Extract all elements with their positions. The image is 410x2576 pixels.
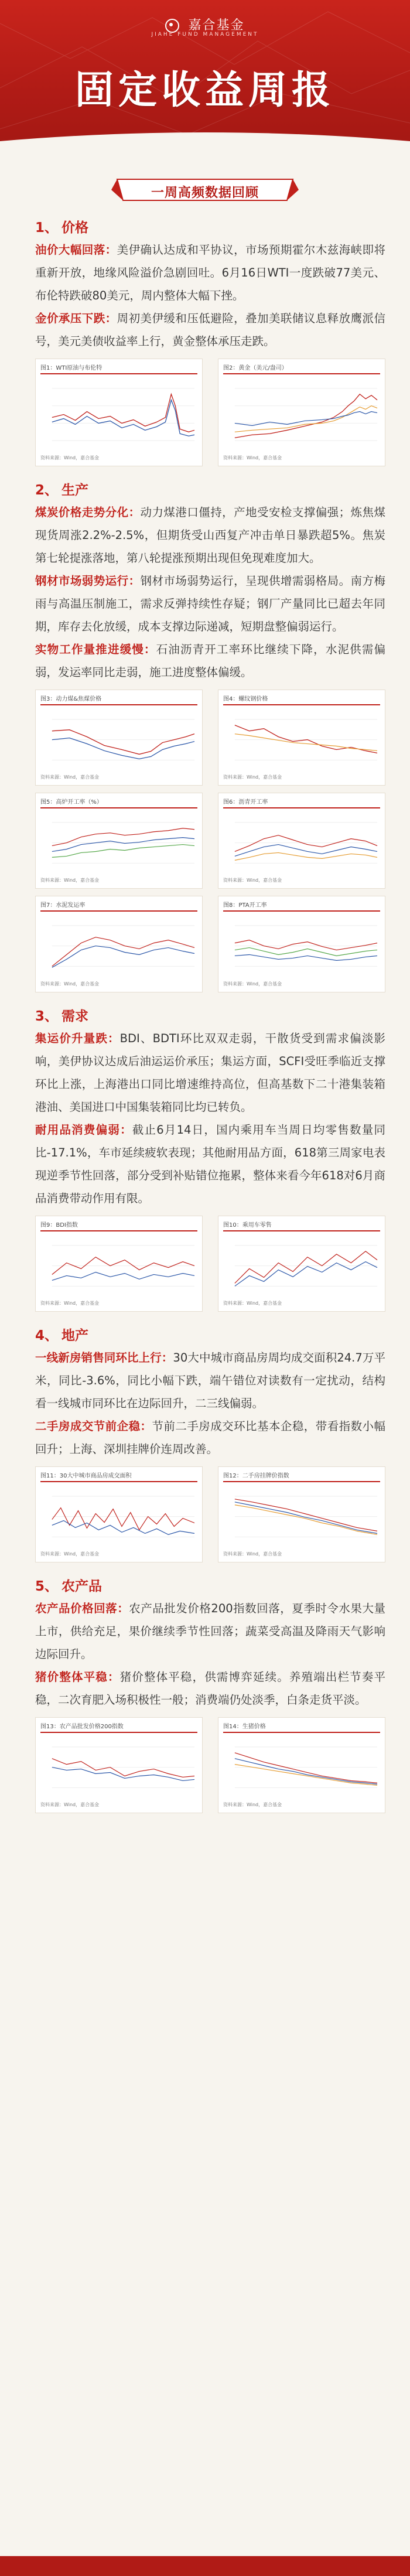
para-text: 猪价整体平稳，供需博弈延续。养殖端出栏节奏平稳，二次育肥入场积极性一般；消费端仍处淡季，白条走货平淡。 (35, 1670, 385, 1707)
report-content (0, 211, 410, 1820)
para-key: 耐用品消费偏弱： (35, 1122, 132, 1137)
chart-source: 资料来源：Wind，嘉合基金 (40, 774, 100, 780)
chart-source: 资料来源：Wind，嘉合基金 (223, 981, 282, 987)
brand-name-en: JIAHE FUND MANAGEMENT (151, 32, 259, 37)
section-title: 地产 (62, 1328, 89, 1343)
section-title: 需求 (62, 1008, 89, 1024)
para-agri-price (35, 1597, 385, 1666)
chart-source: 资料来源：Wind，嘉合基金 (40, 455, 100, 461)
chart-row (35, 1466, 385, 1562)
chart-title: 图11：30大中城市商品房成交面积 (40, 1470, 197, 1482)
chart-card-cement (35, 896, 203, 992)
section-title: 价格 (62, 220, 89, 236)
chart-blast (40, 811, 197, 875)
para-text: 钢材市场弱势运行，呈现供增需弱格局。南方梅雨与高温压制施工，需求反弹持续性存疑；钢厂产量同比已超去年同期，库存去化放缓，成本支撑边际递减，短期盘整偏弱运行。 (35, 574, 385, 634)
para-text: 动力煤港口僵持，产地受安检支撑偏强；炼焦煤现货周涨2.2%-2.5%，但期货受山西复产冲击单日暴跌超5%。焦炭第七轮提涨落地，第八轮提涨预期出现但免现难度加大。 (35, 506, 385, 565)
chart-source: 资料来源：Wind，嘉合基金 (223, 455, 282, 461)
para-oil (35, 238, 385, 307)
chart-bdi (40, 1234, 197, 1298)
chart-gold (223, 377, 380, 452)
para-agri-pork (35, 1666, 385, 1711)
chart-source: 资料来源：Wind，嘉合基金 (40, 1551, 100, 1557)
chart-title: 图3：动力煤&焦煤价格 (40, 694, 197, 705)
chart-source: 资料来源：Wind，嘉合基金 (40, 1802, 100, 1808)
para-estate-new (35, 1346, 385, 1415)
para-industry (35, 638, 385, 684)
chart-estate (40, 1485, 197, 1548)
chart-cars (223, 1234, 380, 1298)
para-gold (35, 307, 385, 353)
chart-title: 图14：生猪价格 (223, 1721, 380, 1733)
section-heading-price (0, 211, 410, 238)
chart-card-pork (218, 1717, 385, 1813)
chart-title: 图13：农产品批发价格200指数 (40, 1721, 197, 1733)
para-key: 实物工作量推进缓慢： (35, 643, 156, 657)
chart-row (35, 1717, 385, 1813)
section-heading-demand (0, 999, 410, 1027)
hero-curve (0, 129, 410, 152)
chart-card-cars (218, 1216, 385, 1312)
chart-card-blast (35, 793, 203, 889)
para-key: 农产品价格回落： (35, 1601, 129, 1615)
section-number: 2、 (35, 483, 59, 499)
chart-card-gold (218, 359, 385, 466)
para-coal (35, 501, 385, 569)
chart-row (35, 359, 385, 466)
section-number: 3、 (35, 1008, 59, 1024)
chart-source: 资料来源：Wind，嘉合基金 (40, 878, 100, 883)
para-key: 钢材市场弱势运行： (35, 574, 141, 588)
chart-oil (40, 377, 197, 452)
footer-band (0, 2556, 410, 2576)
para-text: 周初美伊缓和压低避险，叠加美联储议息释放鹰派信号，美元美债收益率上行，黄金整体承压走跌。 (35, 312, 385, 348)
chart-row (35, 896, 385, 992)
chart-source: 资料来源：Wind，嘉合基金 (223, 878, 282, 883)
brand-mark-icon (165, 19, 179, 33)
chart-card-listing (218, 1466, 385, 1562)
chart-source: 资料来源：Wind，嘉合基金 (223, 774, 282, 780)
para-key: 猪价整体平稳： (35, 1670, 120, 1684)
chart-title: 图6：沥青开工率 (223, 797, 380, 808)
chart-card-asphalt (218, 793, 385, 889)
hero-banner (0, 0, 410, 152)
chart-agri (40, 1735, 197, 1799)
chart-card-agri (35, 1717, 203, 1813)
chart-title: 图12：二手房挂牌价指数 (223, 1470, 380, 1482)
chart-card-oil (35, 359, 203, 466)
section-heading-production (0, 473, 410, 501)
section-number: 4、 (35, 1328, 59, 1343)
para-key: 金价承压下跌： (35, 312, 117, 325)
chart-title: 图5：高炉开工率（%） (40, 797, 197, 808)
para-text: 节前二手房成交环比基本企稳，带看指数小幅回升；上海、深圳挂牌价连周改善。 (35, 1419, 385, 1456)
para-key: 集运价升量跌： (35, 1031, 120, 1045)
chart-source: 资料来源：Wind，嘉合基金 (40, 981, 100, 987)
chart-pta (223, 914, 380, 978)
chart-card-rebar (218, 690, 385, 786)
para-consume (35, 1118, 385, 1210)
brand-logo (0, 15, 410, 33)
chart-row (35, 793, 385, 889)
chart-row (35, 690, 385, 786)
section-title: 生产 (62, 483, 89, 499)
page-title: 固定收益周报 (75, 67, 335, 112)
section-heading-agri (0, 1570, 410, 1597)
banner-label: 一周高频数据回顾 (151, 186, 259, 200)
chart-source: 资料来源：Wind，嘉合基金 (40, 1300, 100, 1306)
para-text: BDI、BDTI环比双双走弱，干散货受到需求偏淡影响，美伊协议达成后油运运价承压；集运方面，SCFI受旺季临近支撑环比上涨，上海港出口同比增速维持高位，但高基数下二十港集装箱港油、美国进口中国集装箱同比均已转负。 (35, 1031, 385, 1114)
chart-source: 资料来源：Wind，嘉合基金 (223, 1551, 282, 1557)
para-key: 一线新房销售同环比上行： (35, 1350, 173, 1364)
chart-title: 图9：BDI指数 (40, 1220, 197, 1231)
chart-title: 图10：乘用车零售 (223, 1220, 380, 1231)
para-estate-second (35, 1415, 385, 1461)
chart-title: 图8：PTA开工率 (223, 900, 380, 912)
para-shipping (35, 1027, 385, 1118)
para-steel (35, 569, 385, 638)
chart-source: 资料来源：Wind，嘉合基金 (223, 1300, 282, 1306)
section-heading-estate (0, 1319, 410, 1346)
chart-card-estate (35, 1466, 203, 1562)
chart-title: 图7：水泥发运率 (40, 900, 197, 912)
para-text: 农产品批发价格200指数回落，夏季时令水果大量上市，供给充足，果价继续季节性回落；蔬菜受高温及降雨天气影响边际回升。 (35, 1601, 385, 1661)
brand-name: 嘉合基金 (188, 18, 245, 33)
para-key: 煤炭价格走势分化： (35, 506, 141, 520)
chart-title: 图4：螺纹钢价格 (223, 694, 380, 705)
chart-coal (40, 708, 197, 772)
section-number: 5、 (35, 1578, 59, 1594)
para-key: 油价大幅回落： (35, 243, 117, 257)
para-text: 30大中城市商品房周均成交面积24.7万平米，同比-3.6%，同比小幅下跌，端午错位对读数有一定扰动，结构看一线城市同环比在边际回升，二三线偏弱。 (35, 1350, 385, 1410)
para-text: 美伊确认达成和平协议，市场预期霍尔木兹海峡即将重新开放，地缘风险溢价急剧回吐。6月16日WTI一度跌破77美元、布伦特跌破80美元，周内整体大幅下挫。 (35, 243, 385, 302)
chart-pork (223, 1735, 380, 1799)
chart-title: 图1：WTI原油与布伦特 (40, 363, 197, 374)
chart-rebar (223, 708, 380, 772)
chart-listing (223, 1485, 380, 1548)
section-number: 1、 (35, 220, 59, 236)
para-key: 二手房成交节前企稳： (35, 1419, 152, 1433)
chart-card-pta (218, 896, 385, 992)
chart-cement (40, 914, 197, 978)
chart-card-bdi (35, 1216, 203, 1312)
chart-title: 图2：黄金（美元/盎司） (223, 363, 380, 374)
section-banner (111, 176, 299, 204)
chart-row (35, 1216, 385, 1312)
para-text: 石油沥青开工率环比继续下降，水泥供需偏弱，发运率同比走弱，施工进度整体偏缓。 (35, 643, 385, 680)
section-title: 农产品 (62, 1578, 102, 1594)
chart-asphalt (223, 811, 380, 875)
chart-card-coal (35, 690, 203, 786)
para-text: 截止6月14日，国内乘用车当周日均零售数量同比-17.1%，车市延续疲软表现；其他耐用品方面，618第三周家电表现逆季节性回落，部分受到补贴错位拖累，整体来看今年618对6月商品消费带动作用有限。 (35, 1122, 385, 1205)
chart-source: 资料来源：Wind，嘉合基金 (223, 1802, 282, 1808)
